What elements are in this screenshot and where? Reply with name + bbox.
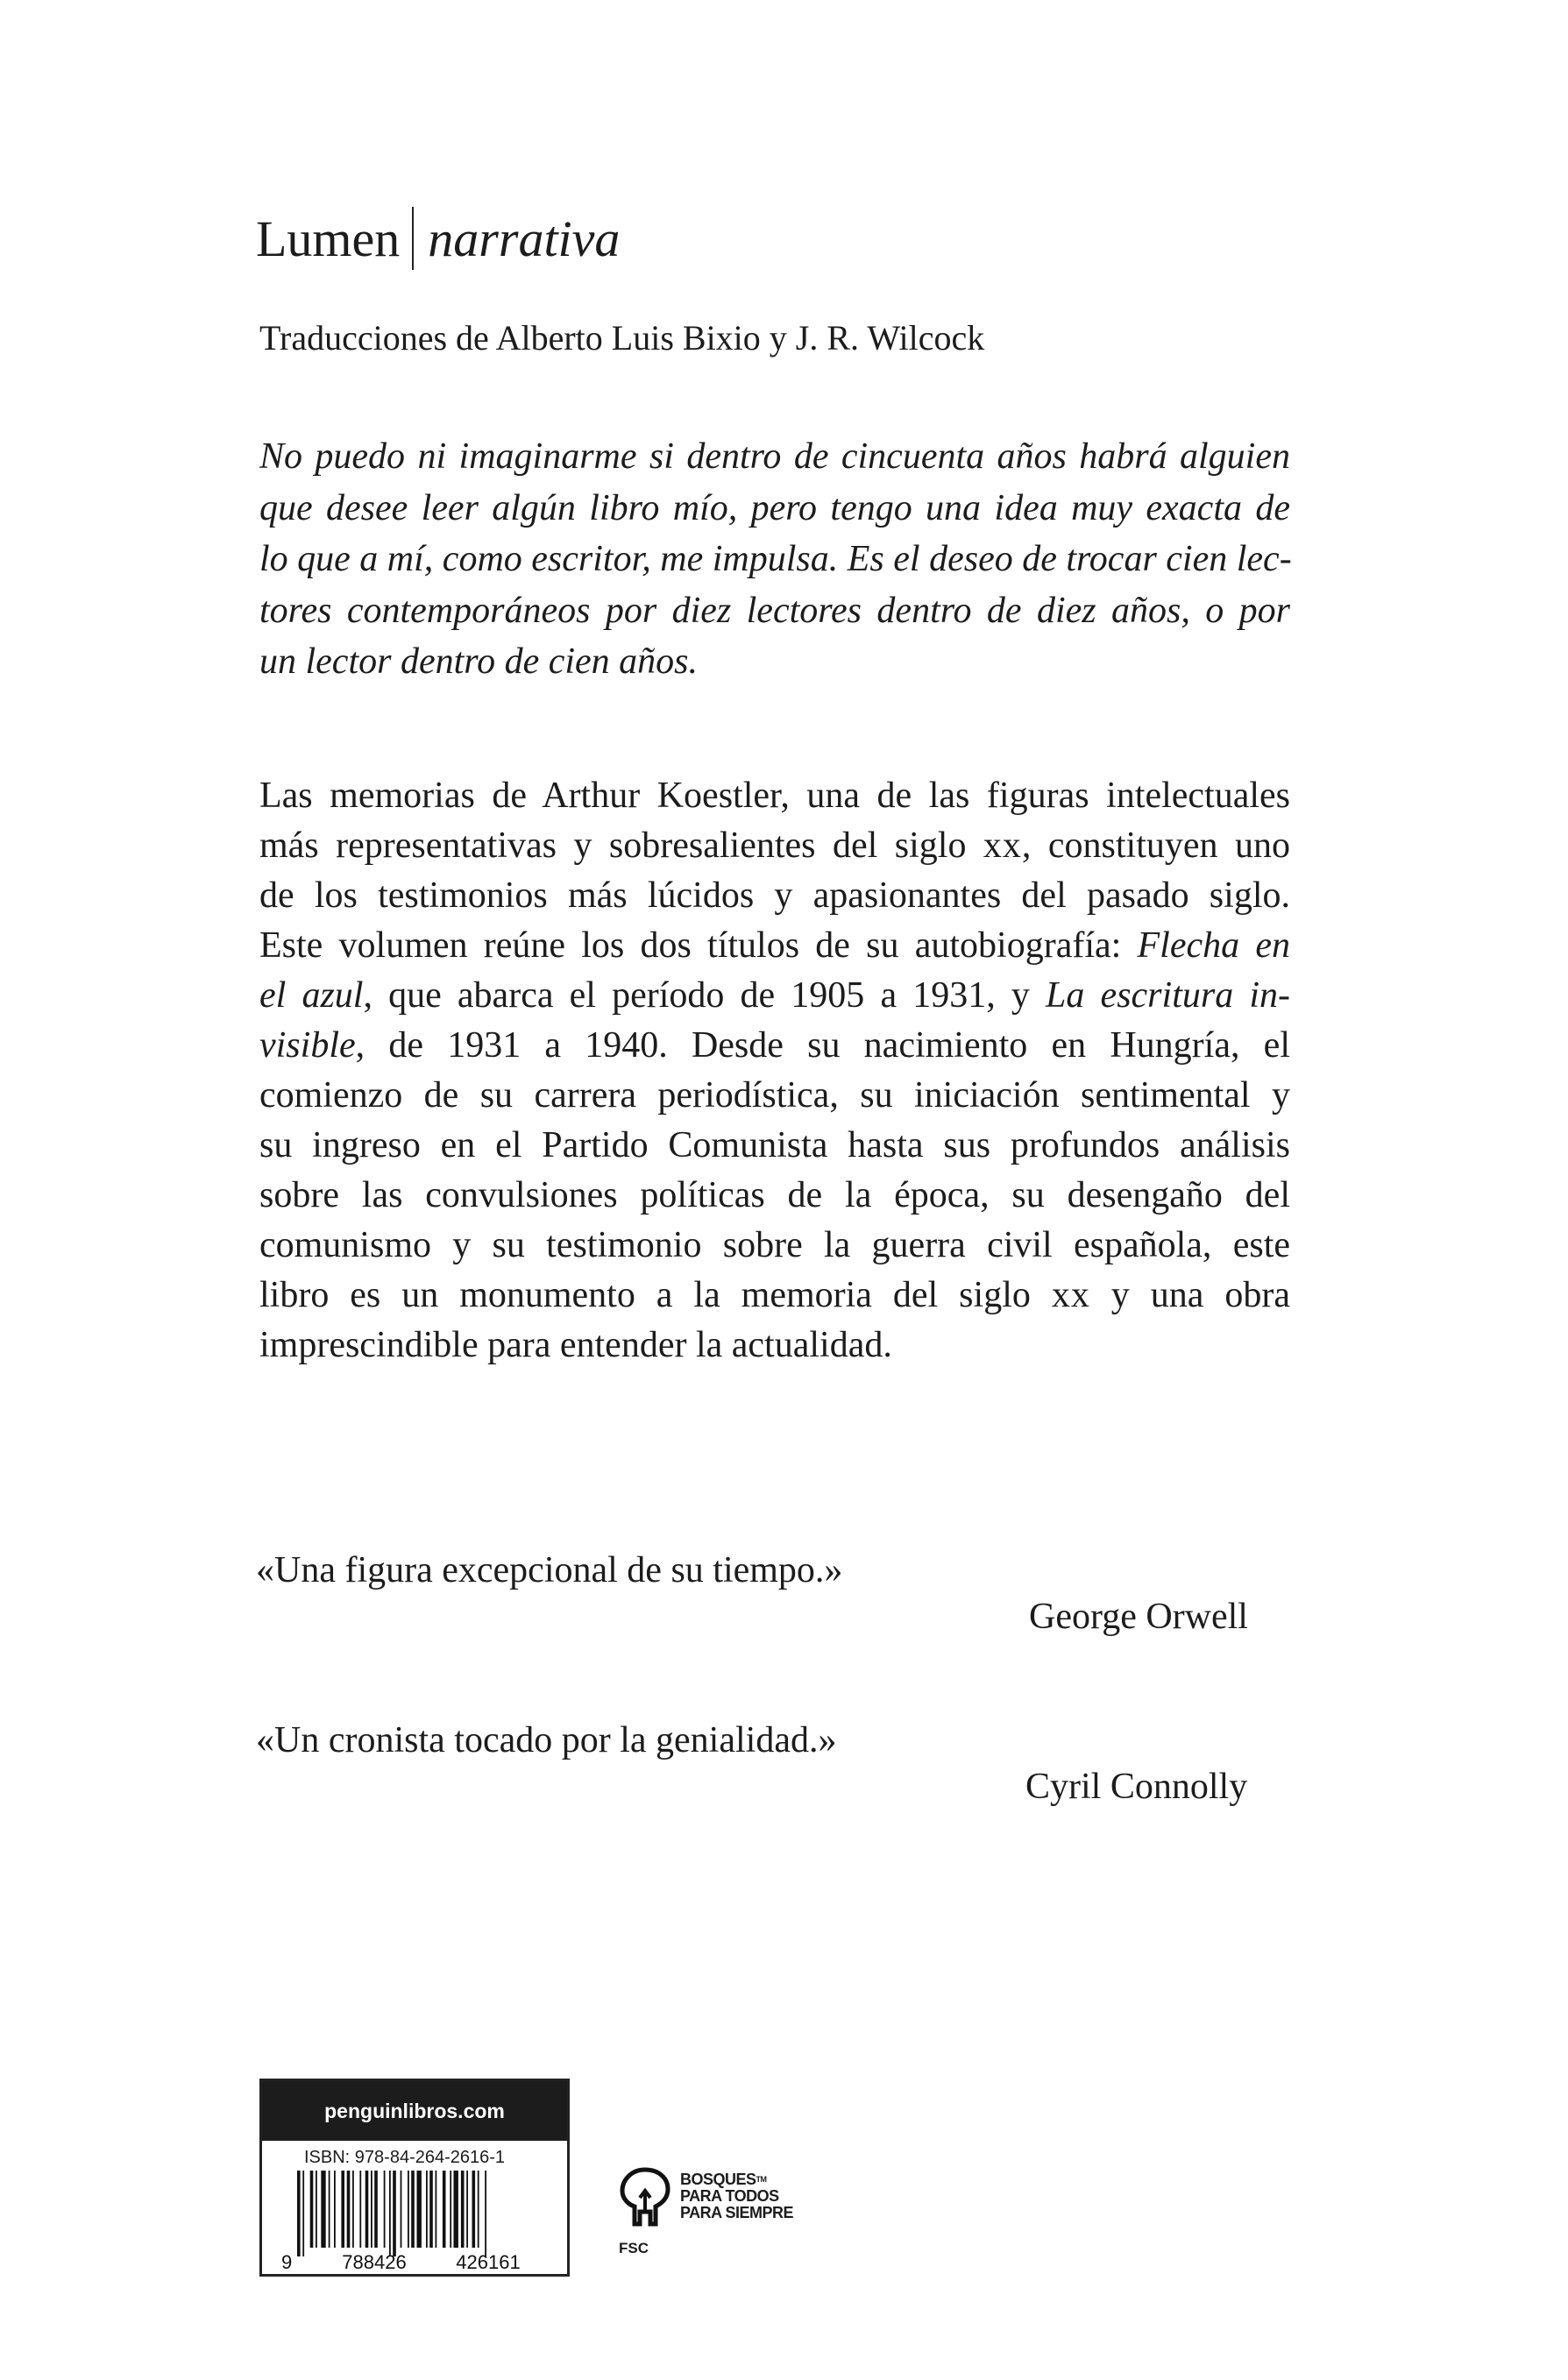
blurb-author: Cyril Connolly (1025, 1767, 1248, 1807)
barcode-bar (371, 2171, 372, 2248)
barcode-bar (316, 2171, 317, 2248)
blurb-quote: «Un cronista tocado por la genialidad.» (256, 1720, 837, 1760)
synopsis-line: Este volumen reúne los dos títulos de su autobiografía: Flecha en (259, 925, 1291, 966)
brand-divider (412, 207, 414, 270)
barcode-bar (393, 2171, 396, 2256)
book-title: La escritura in- (1046, 975, 1291, 1016)
barcode-bar (310, 2171, 314, 2248)
synopsis-line: Las memorias de Arthur Koestler, una de las figuras intelectuales (259, 776, 1290, 816)
barcode-bars (280, 2171, 551, 2272)
barcode-digit: 788426 (342, 2251, 407, 2272)
barcode-bar (321, 2171, 325, 2248)
barcode-bar (302, 2171, 304, 2256)
barcode-bar (417, 2171, 422, 2248)
synopsis-line: más representativas y sobresalientes del siglo xx, constituyen uno (259, 825, 1290, 866)
translators-credit: Traducciones de Alberto Luis Bixio y J. R. Wilcock (259, 318, 985, 358)
book-title: Flecha en (1137, 925, 1291, 966)
isbn-number: ISBN: 978-84-264-2616-1 (304, 2148, 506, 2167)
barcode-bar (297, 2171, 301, 2256)
fsc-tree-icon (614, 2163, 677, 2242)
website-label: penguinlibros.com (262, 2081, 567, 2141)
synopsis-line: imprescindible para entender la actualidad. (259, 1325, 892, 1365)
collection-name: narrativa (428, 210, 621, 267)
synopsis-line: el azul, que abarca el período de 1905 a 1931, y La escritura in- (259, 975, 1291, 1016)
barcode-bar (359, 2171, 361, 2248)
synopsis-line: sobre las convulsiones políticas de la época, su desengaño del (259, 1175, 1290, 1215)
epigraph-line: tores contemporáneos por diez lectores dentro de diez años, o por (259, 590, 1290, 631)
epigraph-line: un lector dentro de cien años. (259, 641, 699, 682)
book-title: visible (259, 1025, 356, 1066)
barcode-bar (334, 2171, 336, 2248)
century-numeral: xx (983, 825, 1022, 866)
barcode-bar (408, 2171, 409, 2248)
synopsis-line: comunismo y su testimonio sobre la guerra civil española, este (259, 1225, 1290, 1265)
publisher-brand (256, 207, 620, 270)
blurb-quote: «Una figura excepcional de su tiempo.» (256, 1550, 843, 1590)
barcode-bar (374, 2171, 378, 2248)
barcode-bar (411, 2171, 415, 2248)
barcode-bar (472, 2171, 476, 2248)
barcode-bar (429, 2171, 433, 2248)
fsc-slogan: BOSQUES™ PARA TODOS PARA SIEMPRE (680, 2171, 794, 2221)
barcode-bar (426, 2171, 428, 2248)
brand-name: Lumen (256, 210, 401, 267)
barcode-digit: 426161 (456, 2251, 521, 2272)
barcode-block (259, 2079, 570, 2277)
barcode-bar (461, 2171, 465, 2248)
barcode-bar (450, 2171, 451, 2248)
barcode-bar (347, 2171, 351, 2248)
blurb-author: George Orwell (1029, 1597, 1248, 1637)
synopsis (259, 771, 1290, 1371)
barcode-digit: 9 (281, 2251, 293, 2272)
barcode-bar (401, 2171, 402, 2248)
barcode-bar (436, 2171, 437, 2248)
barcode-bar (389, 2171, 391, 2256)
barcode-bar (478, 2171, 479, 2248)
barcode-bar (352, 2171, 354, 2248)
fsc-label: FSC (619, 2240, 649, 2256)
epigraph-line: No puedo ni imaginarme si dentro de cincuenta años habrá alguien (259, 436, 1290, 477)
fsc-certification (614, 2163, 833, 2268)
barcode-bar (485, 2171, 486, 2256)
barcode-bar (365, 2171, 369, 2248)
century-numeral: xx (1051, 1275, 1090, 1315)
synopsis-line: su ingreso en el Partido Comunista hasta sus profundos análisis (259, 1125, 1290, 1165)
barcode-bar (466, 2171, 468, 2248)
barcode-bar (443, 2171, 446, 2248)
epigraph (259, 431, 1290, 688)
barcode-bar (384, 2171, 386, 2248)
synopsis-line: libro es un monumento a la memoria del siglo xx y una obra (259, 1275, 1290, 1315)
epigraph-line: lo que a mí, como escritor, me impulsa. Es el deseo de trocar cien lec- (259, 539, 1292, 579)
epigraph-line: que desee leer algún libro mío, pero tengo una idea muy exacta de (259, 487, 1290, 528)
synopsis-line: comienzo de su carrera periodística, su iniciación sentimental y (259, 1075, 1290, 1116)
book-title: el azul (259, 975, 364, 1016)
synopsis-line: visible, de 1931 a 1940. Desde su nacimiento en Hungría, el (259, 1025, 1290, 1066)
barcode-bar (341, 2171, 344, 2248)
barcode-bar (454, 2171, 458, 2248)
synopsis-line: de los testimonios más lúcidos y apasionantes del pasado siglo. (259, 875, 1290, 916)
barcode-bar (329, 2171, 330, 2248)
